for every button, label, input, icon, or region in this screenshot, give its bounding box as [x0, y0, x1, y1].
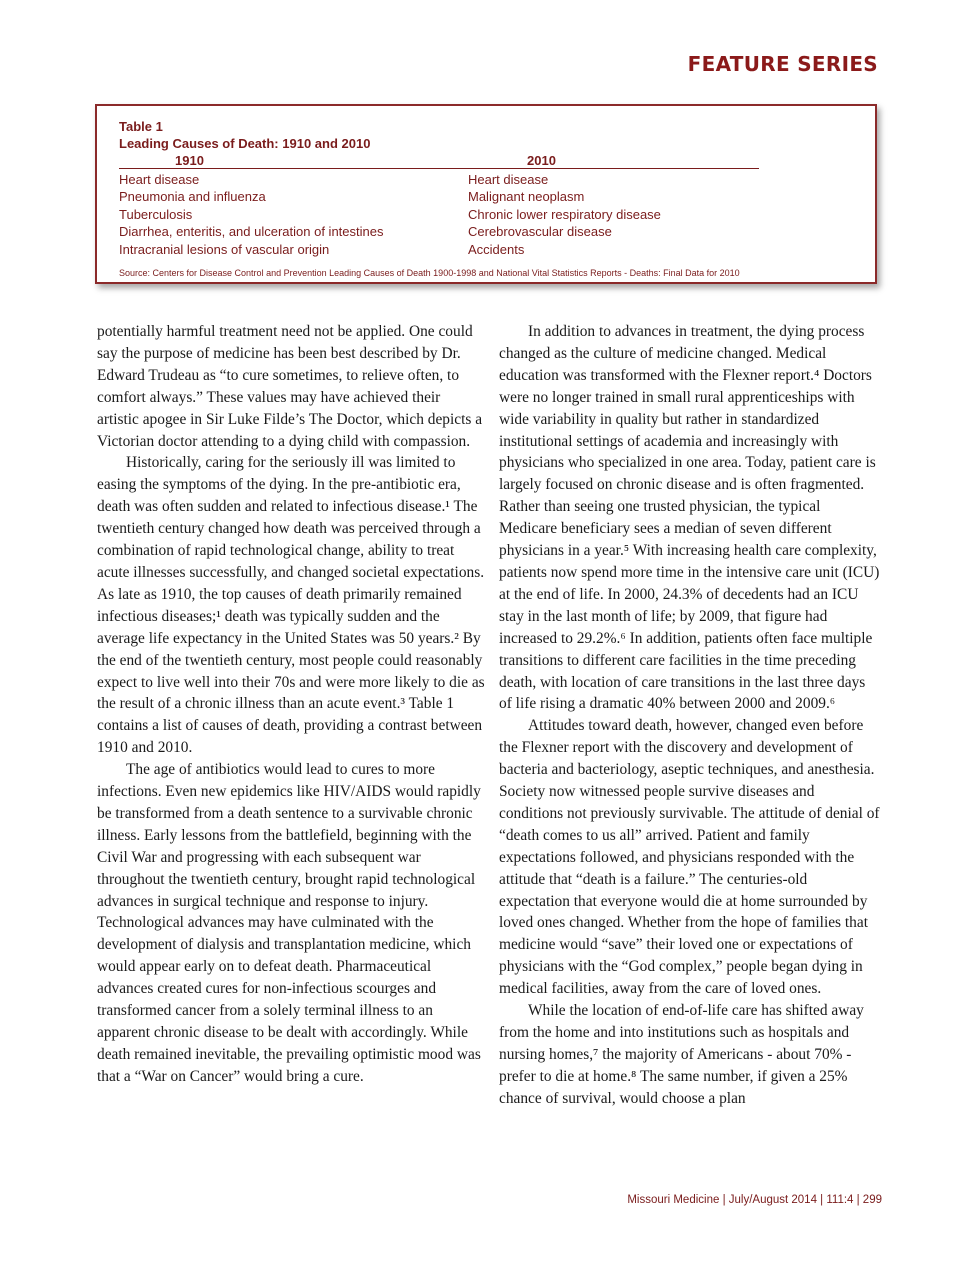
- body-left-column: [97, 321, 485, 1088]
- paragraph: Historically, caring for the seriously ill was limited to easing the symptoms of the dying. In the pre-antibiotic era, death was often sudden and related to infectious disease.¹ The twentieth century changed how death was perceived through a combination of rapid technological change, ability to treat acute illnesses successfully, and changed societal expectations. As late as 1910, the top causes of death primarily remained infectious diseases;¹ death was typically sudden and the average life expectancy in the United States was 50 years.² By the end of the twentieth century, most people could reasonably expect to live well into their 70s and were more likely to die as the result of a chronic illness than an acute event.³ Table 1 contains a list of causes of death, providing a contrast between 1910 and 2010.: [97, 454, 485, 757]
- table-cell: Heart disease: [468, 172, 549, 187]
- table-column-1910: [119, 171, 383, 258]
- table-cell: Pneumonia and influenza: [119, 189, 266, 205]
- table-header-rule: [119, 168, 759, 169]
- paragraph: Attitudes toward death, however, changed even before the Flexner report with the discovery and development of bacteria and bacteriology, aseptic techniques, and anesthesia. Society now witnessed people survive diseases and conditions not previously survivable. The attitude of denial of “death comes to us all” arrived. Patient and family expectations followed, and physicians responded with the attitude that “death is a failure.” The centuries-old expectation that everyone would die at home surrounded by loved ones changed. Whether from the hope of families that medicine would “save” their loved one or expectations of physicians with the “God complex,” people began dying in medical facilities, away from the care of loved ones.: [499, 717, 880, 998]
- feature-series-label: FEATURE SERIES: [687, 52, 878, 76]
- table-label: Table 1: [119, 119, 163, 134]
- table-cell: Chronic lower respiratory disease: [468, 206, 661, 222]
- table-cell: Diarrhea, enteritis, and ulceration of intestines: [119, 224, 384, 240]
- paragraph: The age of antibiotics would lead to cures to more infections. Even new epidemics like HIV/AIDS would rapidly be transformed from a death sentence to a survivable chronic illness. Early lessons from the battlefield, beginning with the Civil War and progressing with each subsequent war throughout the twentieth century, brought rapid technological advances in surgical technique and response to injury. Technological advances may have culminated with the development of dialysis and transplantation medicine, which would appear early on to defeat death. Pharmaceutical advances created cures for non-infectious scourges and transformed cancer from a solely terminal illness to an apparent chronic disease to be dealt with accordingly. While death remained inevitable, the prevailing optimistic mood was that a “War on Cancer” would bring a cure.: [97, 761, 481, 1085]
- body-right-column: [499, 321, 881, 1110]
- paragraph: potentially harmful treatment need not be applied. One could say the purpose of medicine has been best described by Dr. Edward Trudeau as “to cure sometimes, to relieve often, to comfort always.” These values may have achieved their artistic apogee in Sir Luke Filde’s The Doctor, which depicts a Victorian doctor attending to a dying child with compassion.: [97, 323, 483, 450]
- table-1-box: [95, 104, 877, 284]
- table-cell: Heart disease: [119, 172, 200, 187]
- table-cell: Accidents: [468, 241, 525, 257]
- table-cell: Cerebrovascular disease: [468, 224, 612, 240]
- table-col-head-1910: 1910: [175, 153, 204, 168]
- table-col-head-2010: 2010: [527, 153, 556, 168]
- paragraph: While the location of end-of-life care has shifted away from the home and into institutions such as hospitals and nursing homes,⁷ the majority of Americans - about 70% - prefer to die at home.⁸ The same number, if given a 25% chance of survival, would choose a plan: [499, 1002, 864, 1107]
- table-cell: Intracranial lesions of vascular origin: [119, 241, 330, 257]
- table-title: Leading Causes of Death: 1910 and 2010: [119, 136, 371, 151]
- paragraph: In addition to advances in treatment, the dying process changed as the culture of medicine changed. Medical education was transformed with the Flexner report.⁴ Doctors were no longer trained in small rural apprenticeships with wide variability in quality but rather in standardized institutional settings of academia and increasingly with physicians who specialized in one area. Today, patient care is largely focused on chronic disease and is often fragmented. Rather than seeing one trusted physician, the typical Medicare beneficiary sees a median of seven different physicians in a year.⁵ With increasing health care complexity, patients now spend more time in the intensive care unit (ICU) at the end of life. In 2000, 24.3% of decedents had an ICU stay in the last month of life; by 2009, that figure had increased to 29.2%.⁶ In addition, patients often face multiple transitions to different care facilities in the time preceding death, with location of care transitions in the last three days of life rising a dramatic 40% between 2000 and 2009.⁶: [499, 323, 880, 713]
- table-source: Source: Centers for Disease Control and Prevention Leading Causes of Death 1900-1998 and National Vital Statistics Reports - Deaths: Final Data for 2010: [119, 268, 740, 278]
- page-footer: Missouri Medicine | July/August 2014 | 111:4 | 299: [627, 1194, 882, 1206]
- table-cell: Malignant neoplasm: [468, 189, 585, 205]
- table-column-2010: [468, 171, 661, 258]
- table-cell: Tuberculosis: [119, 206, 193, 222]
